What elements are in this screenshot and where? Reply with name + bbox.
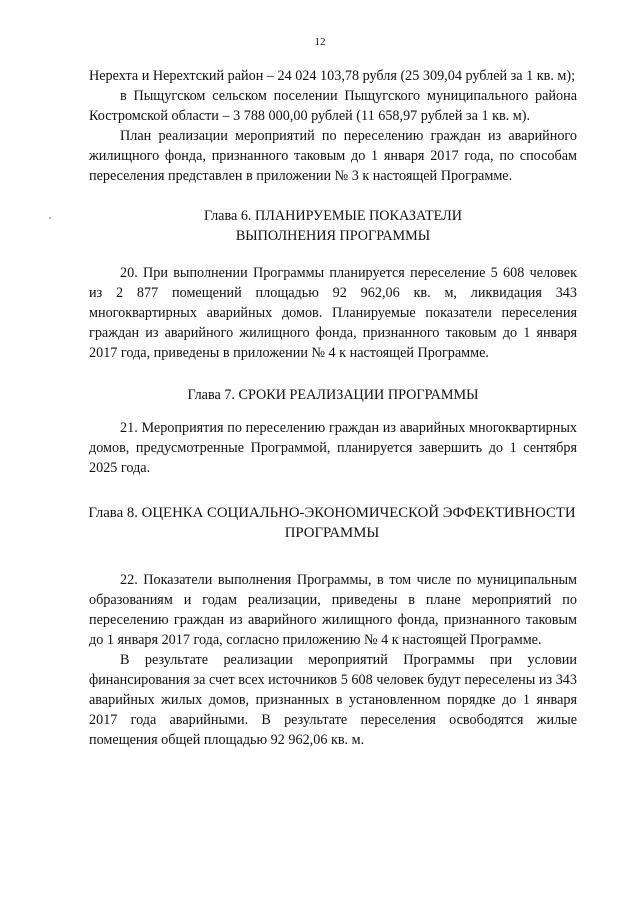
document-body bbox=[89, 66, 577, 750]
page-number: 12 bbox=[314, 36, 326, 48]
chapter-7-heading: Глава 7. СРОКИ РЕАЛИЗАЦИИ ПРОГРАММЫ bbox=[187, 387, 479, 403]
paragraph-pyshchug: в Пыщугском сельском поселении Пыщугского муниципального района Костромской области – 3 788 000,00 рублей (11 658,97 рублей за 1 кв. м). bbox=[89, 88, 577, 124]
paragraph-relocation-plan: План реализации мероприятий по переселению граждан из аварийного жилищного фонда, признанного таковым до 1 января 2017 года, по способам переселения представлен в приложении № 3 к настоящей Программе. bbox=[89, 128, 577, 184]
chapter-8-heading-line-2: ПРОГРАММЫ bbox=[284, 525, 380, 541]
paragraph-result: В результате реализации мероприятий Программы при условии финансирования за счет всех источников 5 608 человек будут переселены из 343 аварийных жилых домов, признанных в установленном порядке до 1 января 2017 года аварийными. В результате переселения освободятся жилые помещения общей площадью 92 962,06 кв. м. bbox=[89, 652, 577, 748]
chapter-6-heading-line-1: Глава 6. ПЛАНИРУЕМЫЕ ПОКАЗАТЕЛИ bbox=[203, 208, 463, 224]
chapter-8-heading-line-1: Глава 8. ОЦЕНКА СОЦИАЛЬНО-ЭКОНОМИЧЕСКОЙ ЭФФЕКТИВНОСТИ bbox=[88, 505, 576, 521]
paragraph-21: 21. Мероприятия по переселению граждан из аварийных многоквартирных домов, предусмотренные Программой, планируется завершить до 1 сентября 2025 года. bbox=[89, 420, 577, 476]
chapter-6-heading bbox=[89, 206, 577, 246]
paragraph-nerekhta: Нерехта и Нерехтский район – 24 024 103,78 рубля (25 309,04 рублей за 1 кв. м); bbox=[89, 68, 576, 84]
scan-speck bbox=[49, 217, 51, 219]
paragraph-20: 20. При выполнении Программы планируется переселение 5 608 человек из 2 877 помещений площадью 92 962,06 кв. м, ликвидация 343 многоквартирных аварийных домов. Планируемые показатели переселения граждан из аварийного жилищного фонда, признанного таковым до 1 января 2017 года, приведены в приложении № 4 к настоящей Программе. bbox=[89, 265, 577, 361]
chapter-8-heading bbox=[77, 503, 587, 543]
chapter-6-heading-line-2: ВЫПОЛНЕНИЯ ПРОГРАММЫ bbox=[235, 228, 431, 244]
paragraph-22: 22. Показатели выполнения Программы, в том числе по муниципальным образованиям и годам реализации, приведены в плане мероприятий по переселению граждан из аварийного жилищного фонда, признанного таковым до 1 января 2017 года, согласно приложению № 4 к настоящей Программе. bbox=[89, 572, 577, 648]
